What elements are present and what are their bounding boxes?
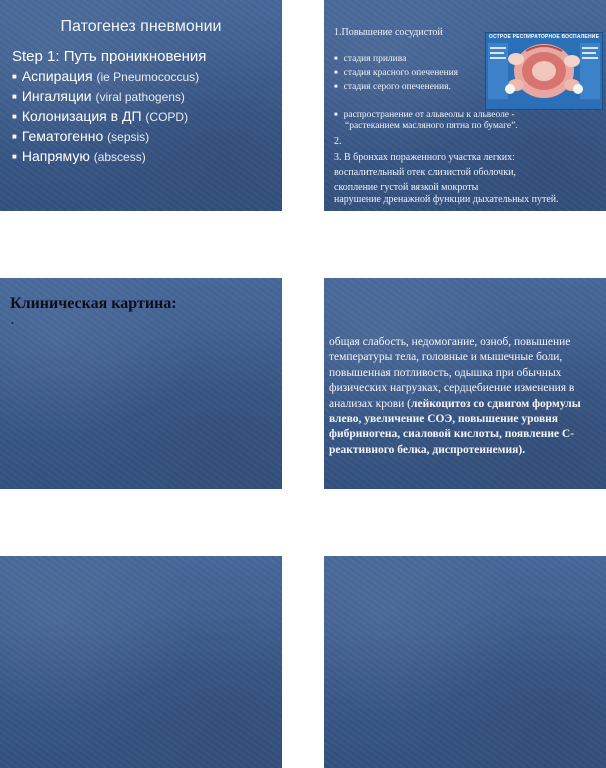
slide-4[interactable] (324, 278, 606, 489)
square-bullet-icon: ■ (12, 132, 17, 141)
poster-title: ОСТРОЕ РЕСПИРАТОРНОЕ ВОСПАЛЕНИЕ (488, 34, 600, 40)
slide-text-line: нарушение дренажной функции дыхательных путей. (334, 194, 559, 205)
square-bullet-icon: ■ (12, 92, 17, 101)
square-bullet-icon: ■ (334, 56, 338, 62)
route-list (12, 67, 199, 167)
slide-1[interactable] (0, 0, 282, 211)
slide-text-line: 1.Повышение сосудистой (334, 27, 443, 38)
list-item: ■ Колонизация в ДП (COPD) (12, 108, 189, 124)
list-item: ■ распространение от альвеолы к альвеоле - “растеканием масляного пятна по бумаге”. (334, 110, 518, 131)
square-bullet-icon: ■ (12, 152, 17, 161)
slide-title: Клиническая картина: (10, 295, 177, 312)
bronchi-text: 3. В бронхах пораженного участка легких: воспалительный отек слизистой оболочки, скопление густой вязкой мокроты (334, 152, 516, 193)
slide-5[interactable] (0, 556, 282, 768)
stage-list (334, 52, 458, 94)
square-bullet-icon: ■ (12, 112, 17, 121)
list-item: ■ стадия серого опеченения. (334, 82, 451, 92)
square-bullet-icon: ■ (334, 112, 338, 118)
list-item: ■ Аспирация (ie Pneumococcus) (12, 68, 200, 84)
slide-3[interactable] (0, 278, 282, 489)
bullet-dot: . (11, 316, 14, 327)
slide-title: Патогенез пневмонии (60, 18, 222, 35)
list-item: ■ Гематогенно (sepsis) (12, 128, 150, 144)
slide-2[interactable] (324, 0, 606, 211)
inflammation-poster-image (485, 32, 603, 110)
list-item: ■ Напрямую (abscess) (12, 148, 146, 164)
step-heading: Step 1: Путь проникновения (12, 48, 207, 65)
list-item: ■ Ингаляции (viral pathogens) (12, 88, 185, 104)
square-bullet-icon: ■ (334, 70, 338, 76)
list-item: ■ стадия прилива (334, 54, 407, 64)
square-bullet-icon: ■ (334, 84, 338, 90)
square-bullet-icon: ■ (12, 72, 17, 81)
lung-illustration-icon (486, 41, 602, 107)
slide-text-line: 2. (334, 136, 342, 147)
symptoms-text: общая слабость, недомогание, озноб, повышение температуры тела, головные и мышечные боли, повышенная потливость, одышка при обычных физических нагрузках, сердцебиение изменения в анализах крови (лейкоцитоз со сдвигом формулы влево, увеличение СОЭ, повышение уровня фибриногена, сиаловой кислоты, появление С-реактивного белка, диспротеинемия). (329, 336, 581, 456)
list-item: ■ стадия красного опеченения (334, 68, 459, 78)
slide-6[interactable] (324, 556, 606, 768)
